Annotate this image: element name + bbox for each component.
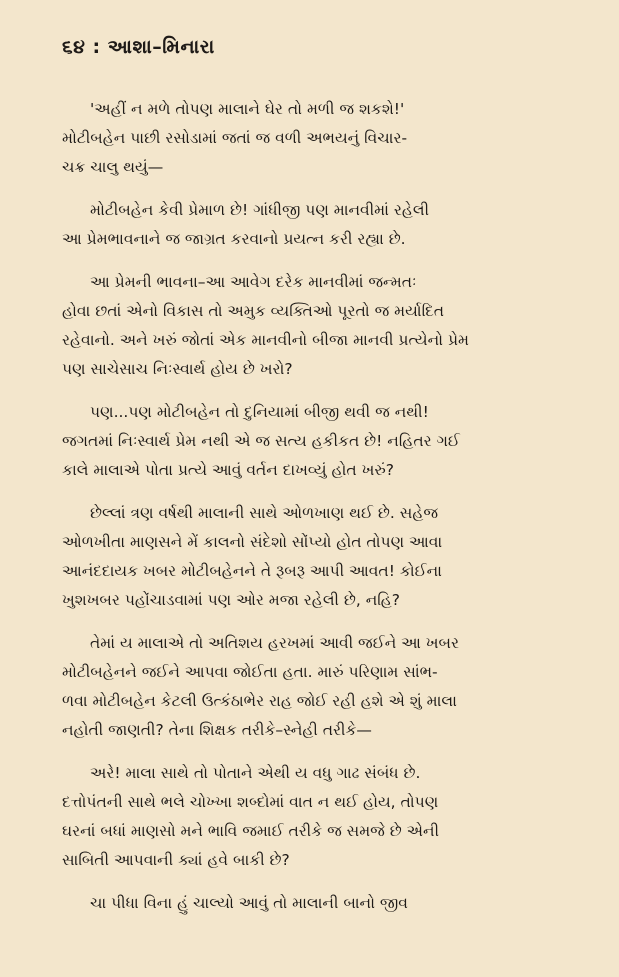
text-line: આ પ્રેમભાવનાને જ જાગ્રત કરવાનો પ્રયત્ન કરી રહ્યા છે. [62,230,406,248]
paragraph [62,398,582,485]
text-line: સાબિતી આપવાની ક્યાં હવે બાકી છે? [62,851,290,869]
text-line: રહેવાનો. અને ખરું જોતાં એક માનવીનો બીજા માનવી પ્રત્યેનો પ્રેમ [62,331,469,349]
paragraph [62,889,582,918]
text-line: ઓળખીતા માણસને મેં કાલનો સંદેશો સોંપ્યો હોત તોપણ આવા [62,533,443,551]
text-line: હોવા છતાં એનો વિકાસ તો અમુક વ્યક્તિઓ પૂરતો જ મર્યાદિત [62,302,445,320]
text-line: કાલે માલાએ પોતા પ્રત્યે આવું વર્તન દાખવ્યું હોત ખરું? [62,461,394,479]
body-text [62,95,582,932]
text-line: મોટીબહેન કેવી પ્રેમાળ છે! ગાંધીજી પણ માનવીમાં રહેલી [90,201,430,219]
text-line: 'અહીં ન મળે તોપણ માલાને ઘેર તો મળી જ શકશે!' [90,100,405,118]
text-line: અરે! માલા સાથે તો પોતાને એથી ય વધુ ગાઢ સંબંધ છે. [90,764,421,782]
page-number: ૬૪ [62,36,86,58]
text-line: પણ...પણ મોટીબહેન તો દુનિયામાં બીજી થવી જ નથી! [90,403,429,421]
text-line: નહોતી જાણતી? તેના શિક્ષક તરીકે–સ્નેહી તરીકે— [62,721,372,739]
text-line: ચક્ર ચાલુ થયું— [62,158,164,176]
paragraph [62,759,582,875]
paragraph [62,629,582,745]
text-line: ઘરનાં બધાં માણસો મને ભાવિ જમાઈ તરીકે જ સમજે છે એની [62,822,440,840]
text-line: મોટીબહેન પાછી રસોડામાં જતાં જ વળી અભયનું વિચાર- [62,129,408,147]
paragraph [62,268,582,384]
paragraph [62,499,582,615]
text-line: ચા પીધા વિના હું ચાલ્યો આવું તો માલાની બાનો જીવ [90,894,408,912]
text-line: ખુશખબર પહોંચાડવામાં પણ ઓર મજા રહેલી છે, નહિ? [62,591,401,609]
paragraph [62,95,582,182]
running-title: આશા–મિનારા [107,36,215,58]
paragraph [62,196,582,254]
text-line: પણ સાચેસાચ નિઃસ્વાર્થ હોય છે ખરો? [62,360,293,378]
page-header [62,36,215,58]
text-line: મોટીબહેનને જઈને આપવા જોઈતા હતા. મારું પરિણામ સાંભ- [62,663,438,681]
text-line: આ પ્રેમની ભાવના–આ આવેગ દરેક માનવીમાં જન્મતઃ [90,273,417,291]
text-line: તેમાં ય માલાએ તો અતિશય હરખમાં આવી જઈને આ ખબર [90,634,460,652]
text-line: દત્તોપંતની સાથે ભલે ચોખ્ખા શબ્દોમાં વાત ન થઈ હોય, તોપણ [62,793,439,811]
text-line: આનંદદાયક ખબર મોટીબહેનને તે રૂબરૂ આપી આવત! કોઈના [62,562,442,580]
text-line: જગતમાં નિઃસ્વાર્થ પ્રેમ નથી એ જ સત્ય હકીકત છે! નહિતર ગઈ [62,432,460,450]
text-line: ળવા મોટીબહેન કેટલી ઉત્કંઠાભેર રાહ જોઈ રહી હશે એ શું માલા [62,692,457,710]
text-line: છેલ્લાં ત્રણ વર્ષથી માલાની સાથે ઓળખાણ થઈ છે. સહેજ [90,504,439,522]
header-separator: : [92,36,101,58]
